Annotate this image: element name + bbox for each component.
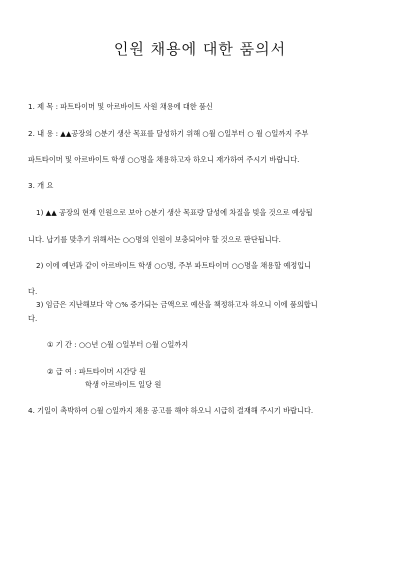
- overview-sub1-line-1: 1) ▲▲ 공장의 현재 인원으로 보아 ○분기 생산 목표량 달성에 차질을 빚을 것으로 예상됩: [36, 208, 313, 217]
- pay-line-1: ② 급 여 : 파트타이머 시간당 원: [47, 367, 146, 376]
- document-title: 인원 채용에 대한 품의서: [113, 40, 287, 58]
- item-deadline: 4. 기일이 촉박하여 ○월 ○일까지 채용 공고를 해야 하오니 시급히 결재해 주시기 바랍니다.: [28, 406, 314, 415]
- overview-sub3-line-1: 3) 임금은 지난해보다 약 ○% 증가되는 금액으로 예산을 책정하고자 하오니 이에 품의합니: [36, 300, 318, 309]
- overview-sub2-line-2: 다.: [28, 287, 38, 296]
- overview-sub2-line-1: 2) 이에 예년과 같이 아르바이트 학생 ○○명, 주부 파트타이머 ○○명을 채용할 예정입니: [36, 261, 312, 270]
- overview-sub1-line-2: 니다. 납기를 맞추기 위해서는 ○○명의 인원이 보충되어야 할 것으로 판단됩니다.: [28, 235, 281, 244]
- item-subject: 1. 제 목 : 파트타이머 및 아르바이트 사원 채용에 대한 품신: [28, 102, 213, 111]
- item-content-line-1: 2. 내 용 : ▲▲공장의 ○분기 생산 목표를 달성하기 위해 ○월 ○일부터 ○ 월 ○일까지 주부: [28, 129, 309, 138]
- item-overview-heading: 3. 개 요: [28, 181, 54, 190]
- period-line: ① 기 간 : ○○년 ○월 ○일부터 ○월 ○일까지: [47, 340, 189, 349]
- overview-sub3-line-2: 다.: [28, 314, 38, 323]
- pay-line-2: 학생 아르바이트 일당 원: [85, 380, 162, 389]
- item-content-line-2: 파트타이머 및 아르바이트 학생 ○○명을 채용하고자 하오니 재가하여 주시기 바랍니다.: [28, 155, 300, 164]
